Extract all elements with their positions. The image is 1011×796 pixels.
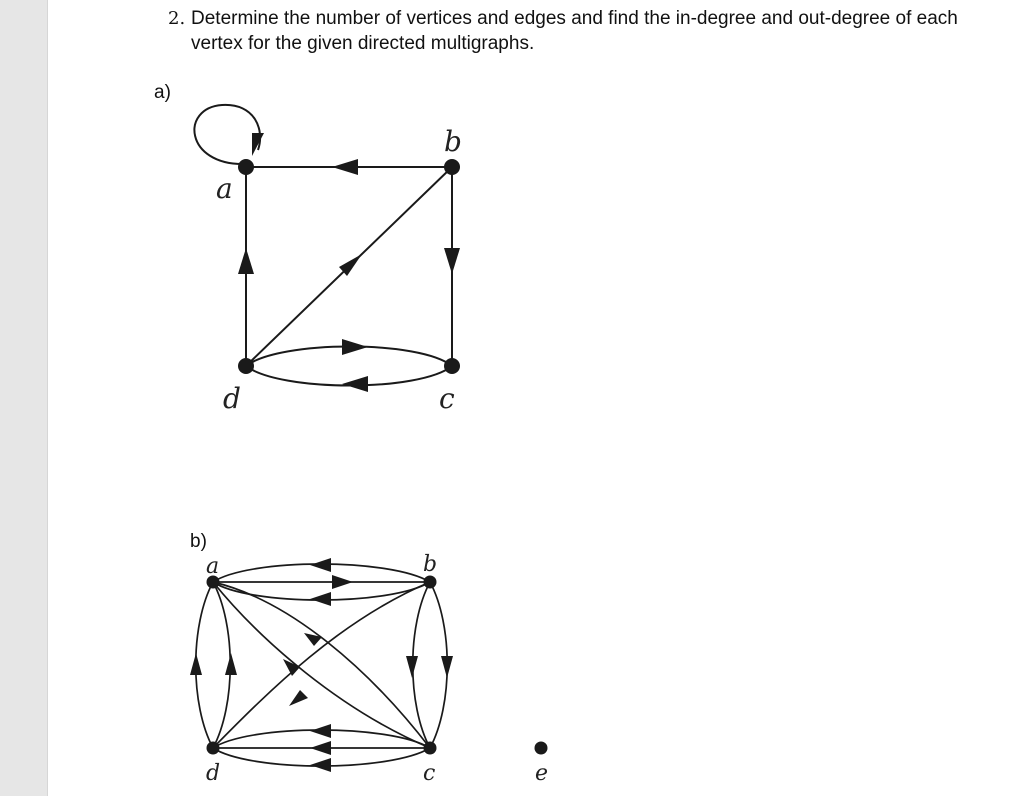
- vertex-c: [444, 358, 460, 374]
- vertex-label-d: d: [223, 382, 241, 415]
- arrowhead-d-a-left: [190, 653, 202, 675]
- problem-text: Determine the number of vertices and edges and find the in-degree and out-degree of each vertex for the given directed multigraphs.: [191, 8, 958, 54]
- vertex-label-a: a: [206, 554, 220, 579]
- arrowhead-b-c-left: [406, 656, 418, 678]
- vertex-label-c: c: [423, 761, 436, 786]
- arrowhead-d-a-right: [225, 653, 237, 675]
- vertex-label-c: c: [439, 382, 455, 415]
- vertex-label-a: a: [216, 172, 233, 205]
- arrowhead-b-a-bottom: [310, 592, 331, 606]
- graph-b: [190, 558, 548, 772]
- edge-d-a-right: [213, 582, 230, 748]
- edge-b-d: [213, 582, 430, 748]
- problem-number: 2.: [168, 8, 186, 29]
- arrowhead-a-loop: [252, 133, 264, 156]
- arrowhead-d-a: [238, 248, 254, 274]
- arrowhead-c-d-mid: [310, 741, 331, 755]
- graph-b-labels: [206, 552, 548, 786]
- edge-a-loop: [194, 105, 260, 164]
- vertex-b: [444, 159, 460, 175]
- vertex-label-b: b: [423, 552, 438, 577]
- arrowhead-b-d: [289, 690, 308, 706]
- vertex-label-d: d: [206, 761, 221, 786]
- arrowhead-d-c: [342, 339, 368, 355]
- vertex-label-b: b: [444, 125, 462, 158]
- vertex-b: [424, 576, 437, 589]
- part-b-label: b): [190, 531, 207, 552]
- edge-c-a-upper: [213, 582, 430, 748]
- graph-a: [194, 105, 460, 392]
- arrowhead-b-a-top: [310, 558, 331, 572]
- arrowhead-c-d-bottom: [310, 758, 331, 772]
- arrowhead-b-c: [444, 248, 460, 274]
- vertex-c: [424, 742, 437, 755]
- vertex-a: [238, 159, 254, 175]
- edge-c-a-lower: [213, 582, 430, 748]
- arrowhead-b-a: [332, 159, 358, 175]
- vertex-d: [207, 742, 220, 755]
- vertex-e: [535, 742, 548, 755]
- vertex-label-e: e: [535, 761, 549, 786]
- arrowhead-a-b-mid: [332, 575, 353, 589]
- vertex-d: [238, 358, 254, 374]
- arrowhead-c-d: [342, 376, 368, 392]
- arrowhead-b-c-right: [441, 656, 453, 678]
- part-a-label: a): [154, 82, 171, 103]
- arrowhead-c-d-top: [310, 724, 331, 738]
